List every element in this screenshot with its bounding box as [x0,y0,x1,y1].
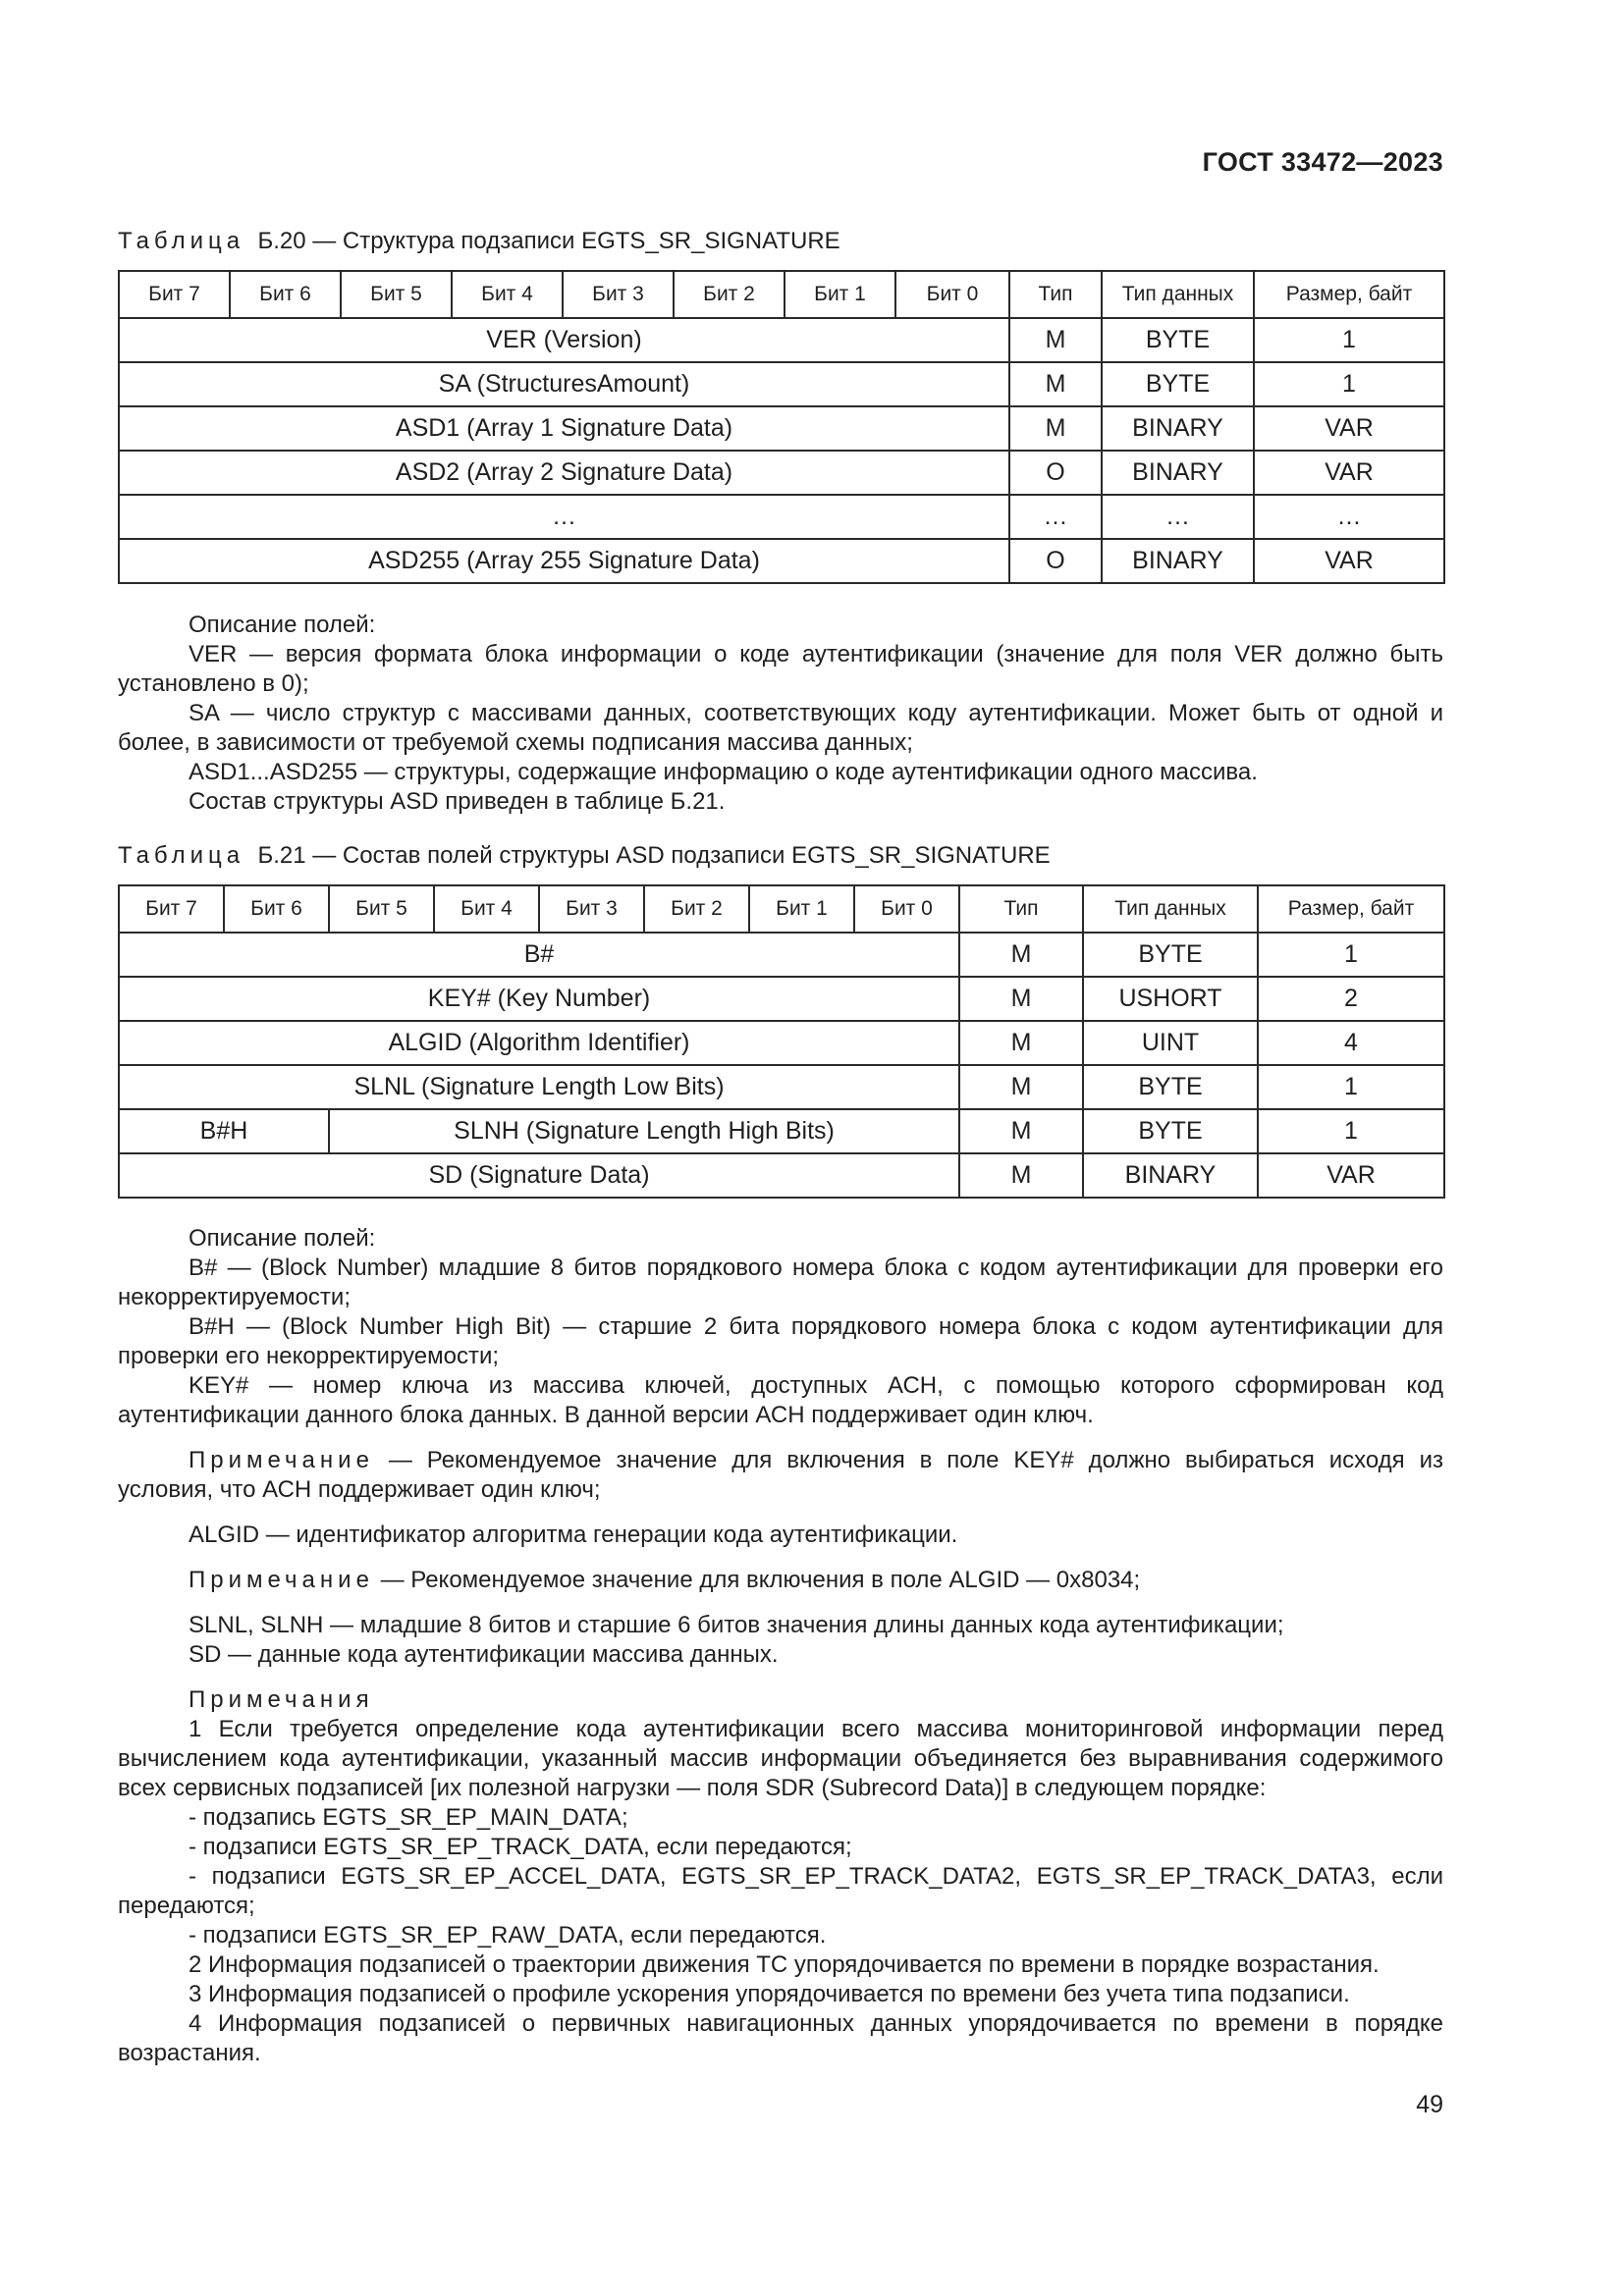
field-cell: SD (Signature Data) [119,1153,959,1198]
type-cell: M [959,933,1083,977]
field-cell: KEY# (Key Number) [119,977,959,1021]
description-title: Описание полей: [189,612,376,638]
document-number: ГОСТ 33472—2023 [1202,147,1443,177]
table2-caption-text: Б.21 — Состав полей структуры ASD подзаписи EGTS_SR_SIGNATURE [257,842,1051,869]
field-cell: SA (StructuresAmount) [119,362,1009,406]
table-row [119,1153,1444,1198]
description-paragraph: SLNL, SLNH — младшие 8 битов и старшие 6 битов значения длины данных кода аутентификации; [189,1612,1284,1638]
type-cell: M [959,1065,1083,1109]
table1-header-cell: Бит 3 [563,271,674,318]
list-item: - подзапись EGTS_SR_EP_MAIN_DATA; [189,1804,628,1831]
size-cell: 1 [1258,933,1444,977]
description-paragraph: VER — версия формата блока информации о коде аутентификации (значение для поля VER должно быть установлено в 0); [118,641,1443,697]
field-cell: ASD2 (Array 2 Signature Data) [119,451,1009,495]
data-type-cell: BYTE [1083,1109,1258,1153]
description-paragraph: ASD1...ASD255 — структуры, содержащие информацию о коде аутентификации одного массива. [189,759,1258,785]
data-type-cell: BINARY [1102,406,1254,451]
table1-header-cell: Бит 2 [674,271,785,318]
type-cell: M [959,977,1083,1021]
data-type-cell: BYTE [1083,1065,1258,1109]
size-cell: 1 [1258,1109,1444,1153]
size-cell: VAR [1258,1153,1444,1198]
note-paragraph [118,1446,1443,1505]
table-row [119,933,1444,977]
table2-header-cell: Бит 2 [644,885,749,933]
table1-header-cell: Бит 7 [119,271,230,318]
field-cell: ASD255 (Array 255 Signature Data) [119,539,1009,583]
table1-caption-text: Б.20 — Структура подзаписи EGTS_SR_SIGNATURE [257,228,840,254]
type-cell: M [959,1021,1083,1065]
table2-header-cell: Бит 3 [539,885,644,933]
list-item: - подзаписи EGTS_SR_EP_TRACK_DATA, если передаются; [189,1834,852,1860]
type-cell: O [1009,451,1102,495]
table-row [119,1109,1444,1153]
size-cell: 1 [1254,318,1444,362]
note-item: 4 Информация подзаписей о первичных навигационных данных упорядочивается по времени в порядке возрастания. [118,2010,1443,2066]
note-item: 3 Информация подзаписей о профиле ускорения упорядочивается по времени без учета типа подзаписи. [189,1981,1350,2007]
field-cell-high-bits: B#H [119,1109,329,1153]
table-row [119,451,1444,495]
table2-header-cell: Бит 4 [434,885,539,933]
type-cell: O [1009,539,1102,583]
table2-header-cell: Размер, байт [1258,885,1444,933]
field-cell: SLNL (Signature Length Low Bits) [119,1065,959,1109]
table1 [118,270,1445,584]
table1-caption [118,228,840,255]
data-type-cell: BYTE [1102,318,1254,362]
table2-header-cell: Тип [959,885,1083,933]
field-cell: ASD1 (Array 1 Signature Data) [119,406,1009,451]
list-item: - подзаписи EGTS_SR_EP_RAW_DATA, если передаются. [189,1922,827,1949]
table1-header-cell: Бит 1 [785,271,895,318]
description-paragraph: KEY# — номер ключа из массива ключей, доступных АСН, с помощью которого сформирован код аутентификации данного блока данных. В данной версии АСН поддерживает один ключ. [118,1372,1443,1428]
data-type-cell: … [1102,495,1254,539]
data-type-cell: USHORT [1083,977,1258,1021]
type-cell: M [1009,318,1102,362]
table1-caption-label: Таблица [118,228,245,254]
table2-header-cell: Бит 0 [854,885,959,933]
size-cell: 1 [1258,1065,1444,1109]
data-type-cell: BYTE [1102,362,1254,406]
field-description-1 [118,611,1443,817]
list-item: - подзаписи EGTS_SR_EP_ACCEL_DATA, EGTS_SR_EP_TRACK_DATA2, EGTS_SR_EP_TRACK_DATA3, если передаются; [118,1863,1443,1919]
table1-header-cell: Бит 6 [230,271,341,318]
table2-header-cell: Бит 7 [119,885,224,933]
table2-header-cell: Бит 6 [224,885,329,933]
size-cell: 4 [1258,1021,1444,1065]
note-item: 2 Информация подзаписей о траектории движения ТС упорядочивается по времени в порядке возрастания. [189,1951,1380,1978]
table1-header-cell: Размер, байт [1254,271,1444,318]
description-paragraph: SA — число структур с массивами данных, соответствующих коду аутентификации. Может быть от одной и более, в зависимости от требуемой схемы подписания массива данных; [118,700,1443,756]
size-cell: … [1254,495,1444,539]
table1-header-cell: Тип [1009,271,1102,318]
table2 [118,884,1445,1199]
description-paragraph: SD — данные кода аутентификации массива данных. [189,1641,779,1668]
data-type-cell: UINT [1083,1021,1258,1065]
type-cell: M [959,1153,1083,1198]
field-cell: … [119,495,1009,539]
description-paragraph: Состав структуры ASD приведен в таблице Б.21. [189,788,726,815]
table1-header-cell: Бит 5 [341,271,452,318]
table-row [119,406,1444,451]
type-cell: M [959,1109,1083,1153]
table2-header-cell: Бит 5 [329,885,434,933]
description-title: Описание полей: [189,1225,376,1252]
type-cell: M [1009,406,1102,451]
field-description-2 [118,1224,1443,2068]
note-text: — Рекомендуемое значение для включения в поле ALGID — 0x8034; [373,1567,1141,1593]
data-type-cell: BINARY [1083,1153,1258,1198]
size-cell: 1 [1254,362,1444,406]
data-type-cell: BINARY [1102,451,1254,495]
notes-title [118,1685,1443,1715]
table2-caption-label: Таблица [118,842,245,869]
note-label: Примечание [189,1567,374,1593]
type-cell: M [1009,362,1102,406]
page-number: 49 [1416,2091,1443,2118]
size-cell: VAR [1254,451,1444,495]
notes-title-text: Примечания [189,1686,374,1713]
size-cell: 2 [1258,977,1444,1021]
description-paragraph: ALGID — идентификатор алгоритма генерации кода аутентификации. [189,1522,958,1548]
table-row [119,1065,1444,1109]
table2-header-cell: Бит 1 [749,885,854,933]
note-label: Примечание [189,1447,374,1473]
table-row [119,495,1444,539]
table2-header-cell: Тип данных [1083,885,1258,933]
table1-header-cell: Бит 0 [895,271,1009,318]
table2-header-row [119,885,1444,933]
size-cell: VAR [1254,406,1444,451]
table1-header-cell: Бит 4 [452,271,563,318]
table-row [119,977,1444,1021]
description-paragraph: B# — (Block Number) младшие 8 битов порядкового номера блока с кодом аутентификации для проверки его некорректируемости; [118,1255,1443,1310]
field-cell: VER (Version) [119,318,1009,362]
table-row [119,318,1444,362]
note-item: 1 Если требуется определение кода аутентификации всего массива мониторинговой информации перед вычислением кода аутентификации, указанный массив информации объединяется без выравнивания содержимого всех сервисных подзаписей [их полезной нагрузки — поля SDR (Subrecord Data)] в следующем порядке: [118,1716,1443,1801]
note-text: — Рекомендуемое значение для включения в поле KEY# должно выбираться исходя из условия, что АСН поддерживает один ключ; [118,1447,1443,1503]
table-row [119,1021,1444,1065]
field-cell: ALGID (Algorithm Identifier) [119,1021,959,1065]
note-paragraph [118,1566,1443,1595]
table1-header-cell: Тип данных [1102,271,1254,318]
table2-caption [118,842,1051,870]
data-type-cell: BYTE [1083,933,1258,977]
field-cell: SLNH (Signature Length High Bits) [329,1109,959,1153]
table-row [119,539,1444,583]
description-paragraph: B#H — (Block Number High Bit) — старшие 2 бита порядкового номера блока с кодом аутентификации для проверки его некорректируемости; [118,1313,1443,1369]
table1-header-row [119,271,1444,318]
type-cell: … [1009,495,1102,539]
table-row [119,362,1444,406]
size-cell: VAR [1254,539,1444,583]
field-cell: B# [119,933,959,977]
data-type-cell: BINARY [1102,539,1254,583]
